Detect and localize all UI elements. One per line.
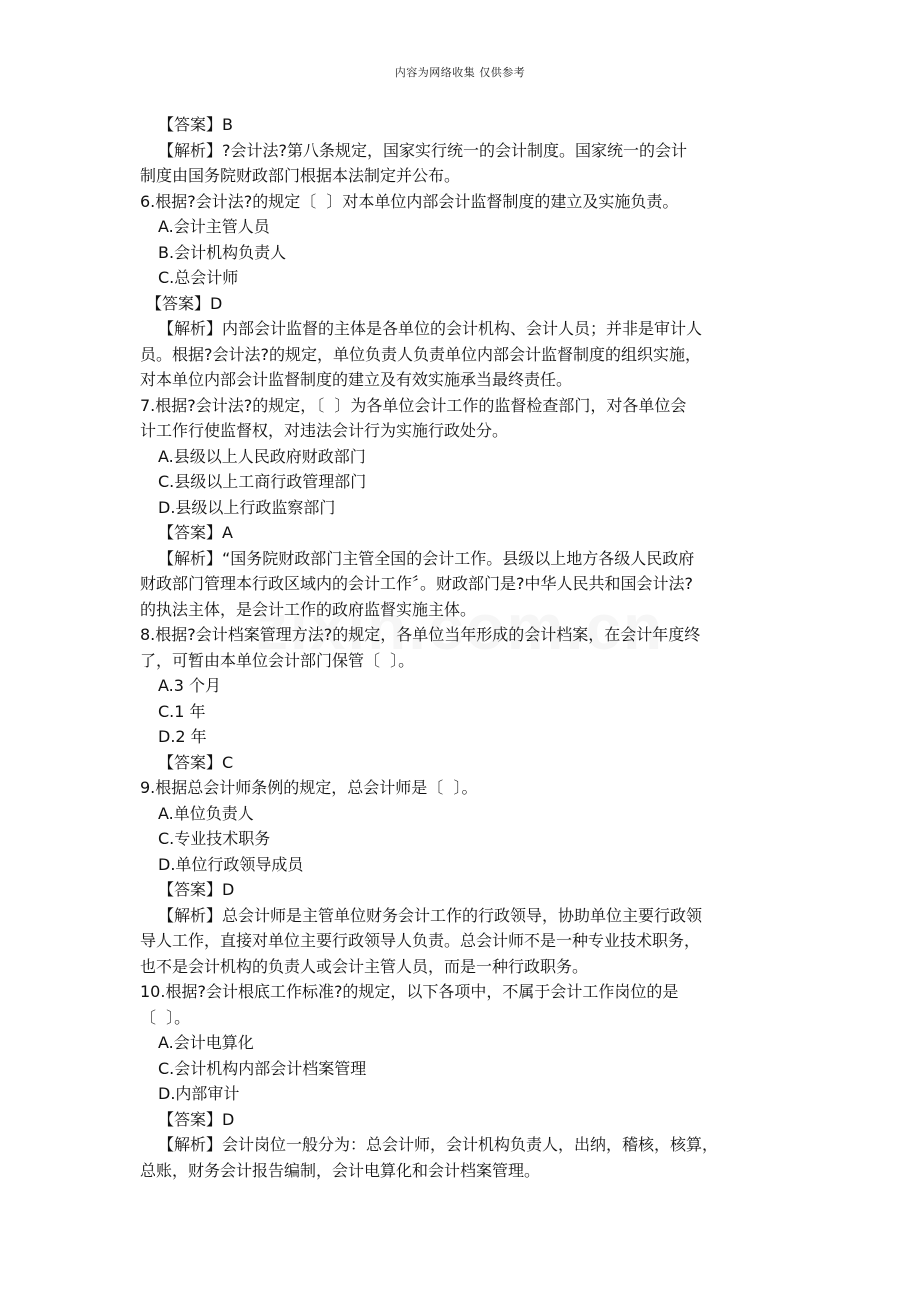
text-line: 【解析】“国务院财政部门主管全国的会计工作。县级以上地方各级人民政府 [158,548,695,568]
text-line: 6.根据?会计法?的规定〔 〕对本单位内部会计监督制度的建立及实施负责。 [140,191,679,211]
text-line: 〔 〕。 [140,1007,191,1027]
text-line: C.专业技术职务 [158,829,271,848]
text-line: D.2 年 [158,727,207,746]
text-line: 7.根据?会计法?的规定，〔 〕为各单位会计工作的监督检查部门，对各单位会 [140,395,687,415]
text-line: 了，可暂由本单位会计部门保管〔 〕。 [140,650,415,670]
text-line: C.1 年 [158,701,206,721]
text-line: C.会计机构内部会计档案管理 [158,1058,367,1078]
text-line: 【解析】?会计法?第八条规定，国家实行统一的会计制度。国家统一的会计 [158,140,687,160]
text-line: 10.根据?会计根底工作标准?的规定，以下各项中，不属于会计工作岗位的是 [140,982,679,1001]
text-line: A.会计主管人员 [158,217,270,236]
text-line: 导人工作，直接对单位主要行政领导人负责。总会计师不是一种专业技术职务， [140,931,701,950]
page-header: 内容为网络收集 仅供参考 [394,66,526,79]
text-line: D.单位行政领导成员 [158,854,304,874]
text-line: B.会计机构负责人 [158,242,287,262]
text-line: 【答案】D [158,1109,235,1129]
text-line: 9.根据总会计师条例的规定，总会计师是〔 〕。 [140,778,478,797]
text-line: 【答案】A [158,523,233,542]
text-line: 8.根据?会计档案管理方法?的规定，各单位当年形成的会计档案，在会计年度终 [140,625,701,644]
text-line: 计工作行使监督权，对违法会计行为实施行政处分。 [140,421,509,440]
text-line: 【解析】会计岗位一般分为：总会计师，会计机构负责人，出纳，稽核，核算， [158,1135,719,1154]
text-line: 员。根据?会计法?的规定，单位负责人负责单位内部会计监督制度的组织实施， [140,344,701,364]
text-line: 【答案】D [158,880,235,899]
text-line: A.会计电算化 [158,1033,254,1052]
text-line: A.县级以上人民政府财政部门 [158,446,366,466]
text-line: 也不是会计机构的负责人或会计主管人员，而是一种行政职务。 [140,956,589,976]
text-line: 财政部门管理本行政区域内的会计工作〞。财政部门是?中华人民共和国会计法? [140,574,693,593]
text-line: 【答案】B [158,115,233,134]
text-line: 的执法主体，是会计工作的政府监督实施主体。 [140,599,477,619]
text-line: A.单位负责人 [158,803,254,823]
text-line: 【解析】总会计师是主管单位财务会计工作的行政领导，协助单位主要行政领 [158,905,703,925]
text-line: 【答案】D [146,293,223,313]
text-line: 对本单位内部会计监督制度的建立及有效实施承当最终责任。 [140,370,573,389]
text-line: 【解析】内部会计监督的主体是各单位的会计机构、会计人员；并非是审计人 [158,319,703,338]
text-line: 总账，财务会计报告编制，会计电算化和会计档案管理。 [140,1160,541,1180]
text-line: C.县级以上工商行政管理部门 [158,472,367,491]
text-line: 【答案】C [158,752,234,772]
text-line: D.县级以上行政监察部门 [158,497,336,517]
document-body [140,112,780,1183]
text-line: 制度由国务院财政部门根据本法制定并公布。 [140,166,461,185]
text-line: D.内部审计 [158,1084,240,1103]
text-line: C.总会计师 [158,268,239,287]
text-line: A.3 个月 [158,676,222,695]
